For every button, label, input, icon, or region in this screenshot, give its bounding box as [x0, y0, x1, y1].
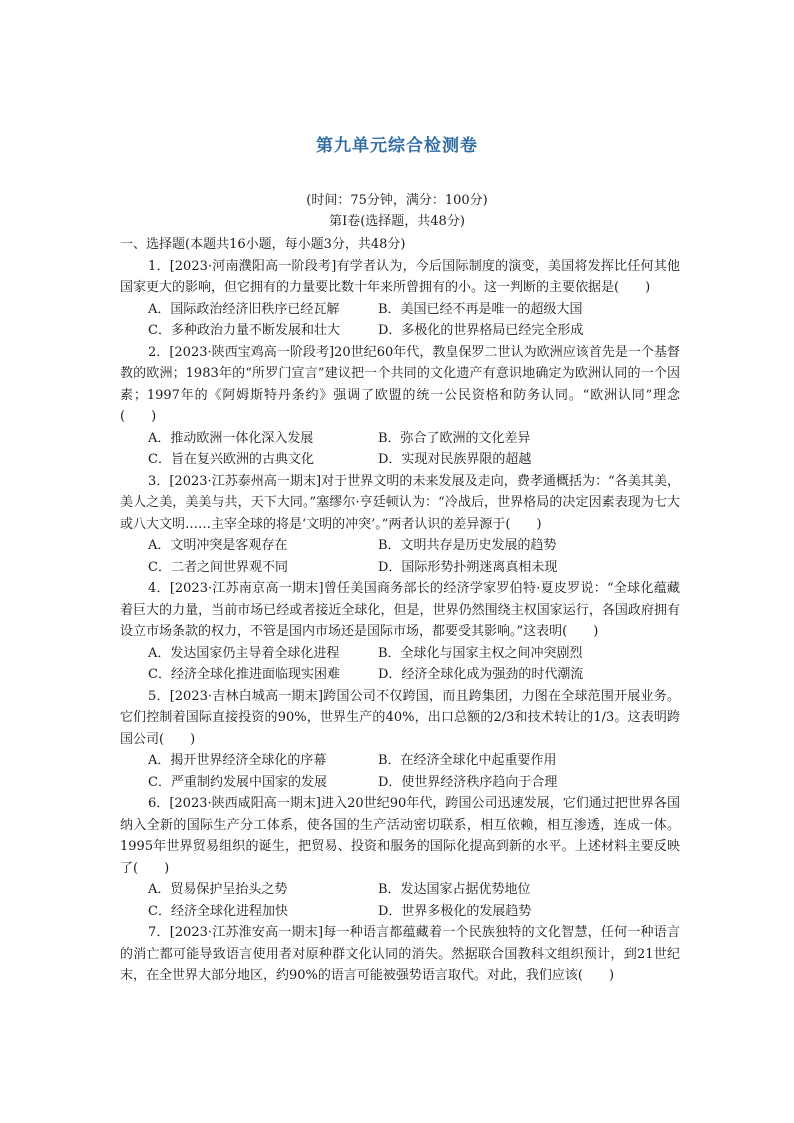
exam-meta: (时间：75分钟，满分：100分)	[306, 193, 488, 208]
option-d: D．实现对民族界限的超越	[378, 452, 532, 467]
option-b: B．在经济全球化中起重要作用	[378, 753, 557, 768]
option-c: C．经济全球化推进面临现实困难	[148, 667, 340, 682]
option-c: C．二者之间世界观不同	[148, 559, 288, 575]
option-b: B．弥合了欧洲的文化差异	[378, 430, 531, 446]
page-title: 第九单元综合检测卷	[316, 136, 478, 156]
option-b: B．发达国家占据优势地位	[378, 882, 531, 897]
option-d: D．经济全球化成为强劲的时代潮流	[378, 667, 584, 682]
question-6	[120, 793, 680, 922]
question-5	[120, 686, 680, 794]
question-stem: 2．[2023·陕西宝鸡高一阶段考]20世纪60年代，教皇保罗二世认为欧洲应该首先是一个基督教的欧洲；1983年的“所罗门宣言”建议把一个共同的文化遗产有意识地确定为欧洲认同的一个因素；1997年的《阿姆斯特丹条约》强调了欧盟的统一公民资格和防务认同。“欧洲认同”理念( )	[120, 344, 680, 424]
option-a: A．揭开世界经济全球化的序幕	[148, 753, 327, 768]
question-stem: 4．[2023·江苏南京高一期末]曾任美国商务部长的经济学家罗伯特·夏皮罗说：“全球化蕴藏着巨大的力量，当前市场已经或者接近全球化，但是，世界仍然围绕主权国家运行，各国政府拥有设立市场条款的权力，不管是国内市场还是国际市场，都要受其影响。”这表明( )	[120, 581, 680, 639]
question-2	[120, 342, 680, 471]
option-a: A．发达国家仍主导着全球化进程	[148, 645, 340, 661]
question-stem: 3．[2023·江苏泰州高一期末]对于世界文明的未来发展及走向，费孝通概括为：“各美其美，美人之美，美美与共，天下大同。”塞缪尔·亨廷顿认为：“冷战后，世界格局的决定因素表现为七大或八大文明……主宰全球的将是‘文明的冲突’。”两者认识的差异源于( )	[120, 473, 680, 532]
question-list	[120, 234, 680, 987]
option-a: A．文明冲突是客观存在	[148, 538, 288, 553]
option-d: D．使世界经济秩序趋向于合理	[378, 774, 558, 790]
question-3	[120, 471, 680, 579]
option-a: A．贸易保护呈抬头之势	[148, 882, 288, 897]
option-c: C．严重制约发展中国家的发展	[148, 774, 327, 790]
option-a: A．国际政治经济旧秩序已经瓦解	[148, 301, 340, 317]
question-4	[120, 578, 680, 686]
section-heading: 一、选择题(本题共16小题，每小题3分，共48分)	[120, 237, 406, 252]
option-c: C．旨在复兴欧洲的古典文化	[148, 452, 314, 467]
option-d: D．多极化的世界格局已经完全形成	[378, 323, 584, 338]
option-d: D．国际形势扑朔迷离真相未现	[378, 559, 558, 575]
option-b: B．文明共存是历史发展的趋势	[378, 538, 557, 553]
part-heading: 第Ⅰ卷(选择题，共48分)	[329, 214, 465, 229]
option-d: D．世界多极化的发展趋势	[378, 903, 532, 919]
option-c: C．经济全球化进程加快	[148, 903, 288, 919]
option-b: B．全球化与国家主权之间冲突剧烈	[378, 645, 583, 661]
question-stem: 5．[2023·吉林白城高一期末]跨国公司不仅跨国，而且跨集团，力图在全球范围开展业务。它们控制着国际直接投资的90%，世界生产的40%，出口总额的2/3和技术转让的1/3。这表明跨国公司( )	[120, 688, 680, 747]
question-1	[120, 256, 680, 342]
question-stem: 1．[2023·河南濮阳高一阶段考]有学者认为，今后国际制度的演变，美国将发挥比任何其他国家更大的影响，但它拥有的力量要比数十年来所曾拥有的小。这一判断的主要依据是( )	[120, 258, 680, 295]
option-b: B．美国已经不再是唯一的超级大国	[378, 301, 583, 317]
question-stem: 6．[2023·陕西咸阳高一期末]进入20世纪90年代，跨国公司迅速发展，它们通过把世界各国纳入全新的国际生产分工体系，使各国的生产活动密切联系，相互依赖，相互渗透，连成一体。1995年世界贸易组织的诞生，把贸易、投资和服务的国际化提高到新的水平。上述材料主要反映了( )	[120, 796, 680, 876]
question-7	[120, 922, 680, 987]
option-c: C．多种政治力量不断发展和壮大	[148, 323, 340, 338]
question-stem: 7．[2023·江苏淮安高一期末]每一种语言都蕴藏着一个民族独特的文化智慧，任何一种语言的消亡都可能导致语言使用者对原种群文化认同的消失。然据联合国教科文组织预计，到21世纪末，在全世界大部分地区，约90%的语言可能被强势语言取代。对此，我们应该( )	[120, 925, 680, 983]
option-a: A．推动欧洲一体化深入发展	[148, 430, 314, 446]
